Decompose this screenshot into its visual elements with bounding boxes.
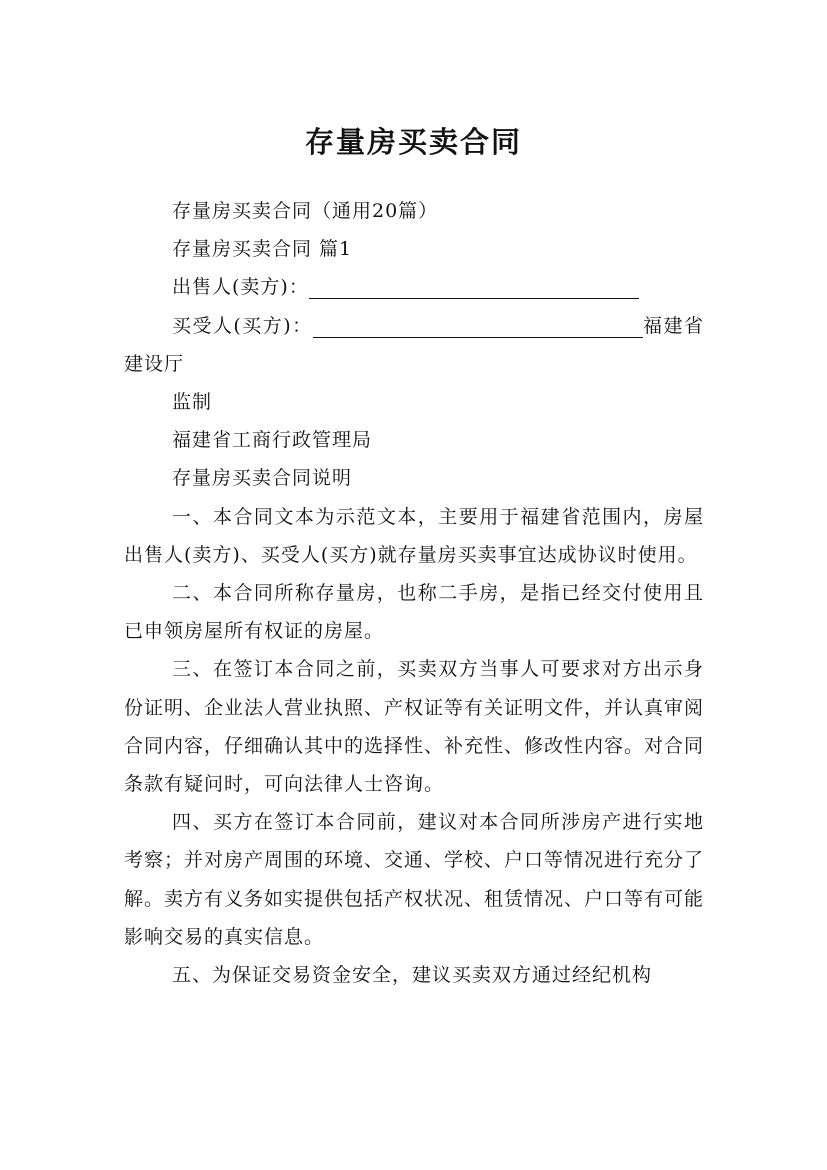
buyer-line [124, 307, 704, 383]
supervision-text: 监制 [172, 391, 213, 414]
section-title: 存量房买卖合同 篇1 [172, 238, 353, 261]
seller-label: 出售人(卖方)： [172, 276, 309, 299]
buyer-blank [313, 317, 643, 338]
explanation-paragraph-2: 二、本合同所称存量房，也称二手房，是指已经交付使用且已申领房屋所有权证的房屋。 [124, 582, 704, 643]
seller-line [124, 268, 704, 306]
explanation-paragraph-5: 五、为保证交易资金安全，建议买卖双方通过经纪机构 [172, 964, 653, 987]
document-body [124, 192, 704, 994]
document-title: 存量房买卖合同 [304, 125, 522, 160]
bureau-text: 福建省工商行政管理局 [172, 429, 373, 452]
buyer-suffix: 福建省建设厅 [124, 314, 704, 375]
intro-title: 存量房买卖合同（通用20篇） [172, 200, 439, 222]
buyer-label: 买受人(买方)： [172, 314, 313, 337]
explanation-paragraph-1: 一、本合同文本为示范文本，主要用于福建省范围内，房屋出售人(卖方)、买受人(买方)就存量房买卖事宜达成协议时使用。 [124, 505, 704, 566]
explanation-title: 存量房买卖合同说明 [172, 467, 353, 490]
explanation-paragraph-3: 三、在签订本合同之前，买卖双方当事人可要求对方出示身份证明、企业法人营业执照、产权证等有关证明文件，并认真审阅合同内容，仔细确认其中的选择性、补充性、修改性内容。对合同条款有疑问时，可向法律人士咨询。 [124, 658, 705, 796]
explanation-paragraph-4: 四、买方在签订本合同前，建议对本合同所涉房产进行实地考察；并对房产周围的环境、交通、学校、户口等情况进行充分了解。卖方有义务如实提供包括产权状况、租赁情况、户口等有可能影响交易的真实信息。 [124, 811, 705, 948]
seller-blank [309, 278, 639, 299]
